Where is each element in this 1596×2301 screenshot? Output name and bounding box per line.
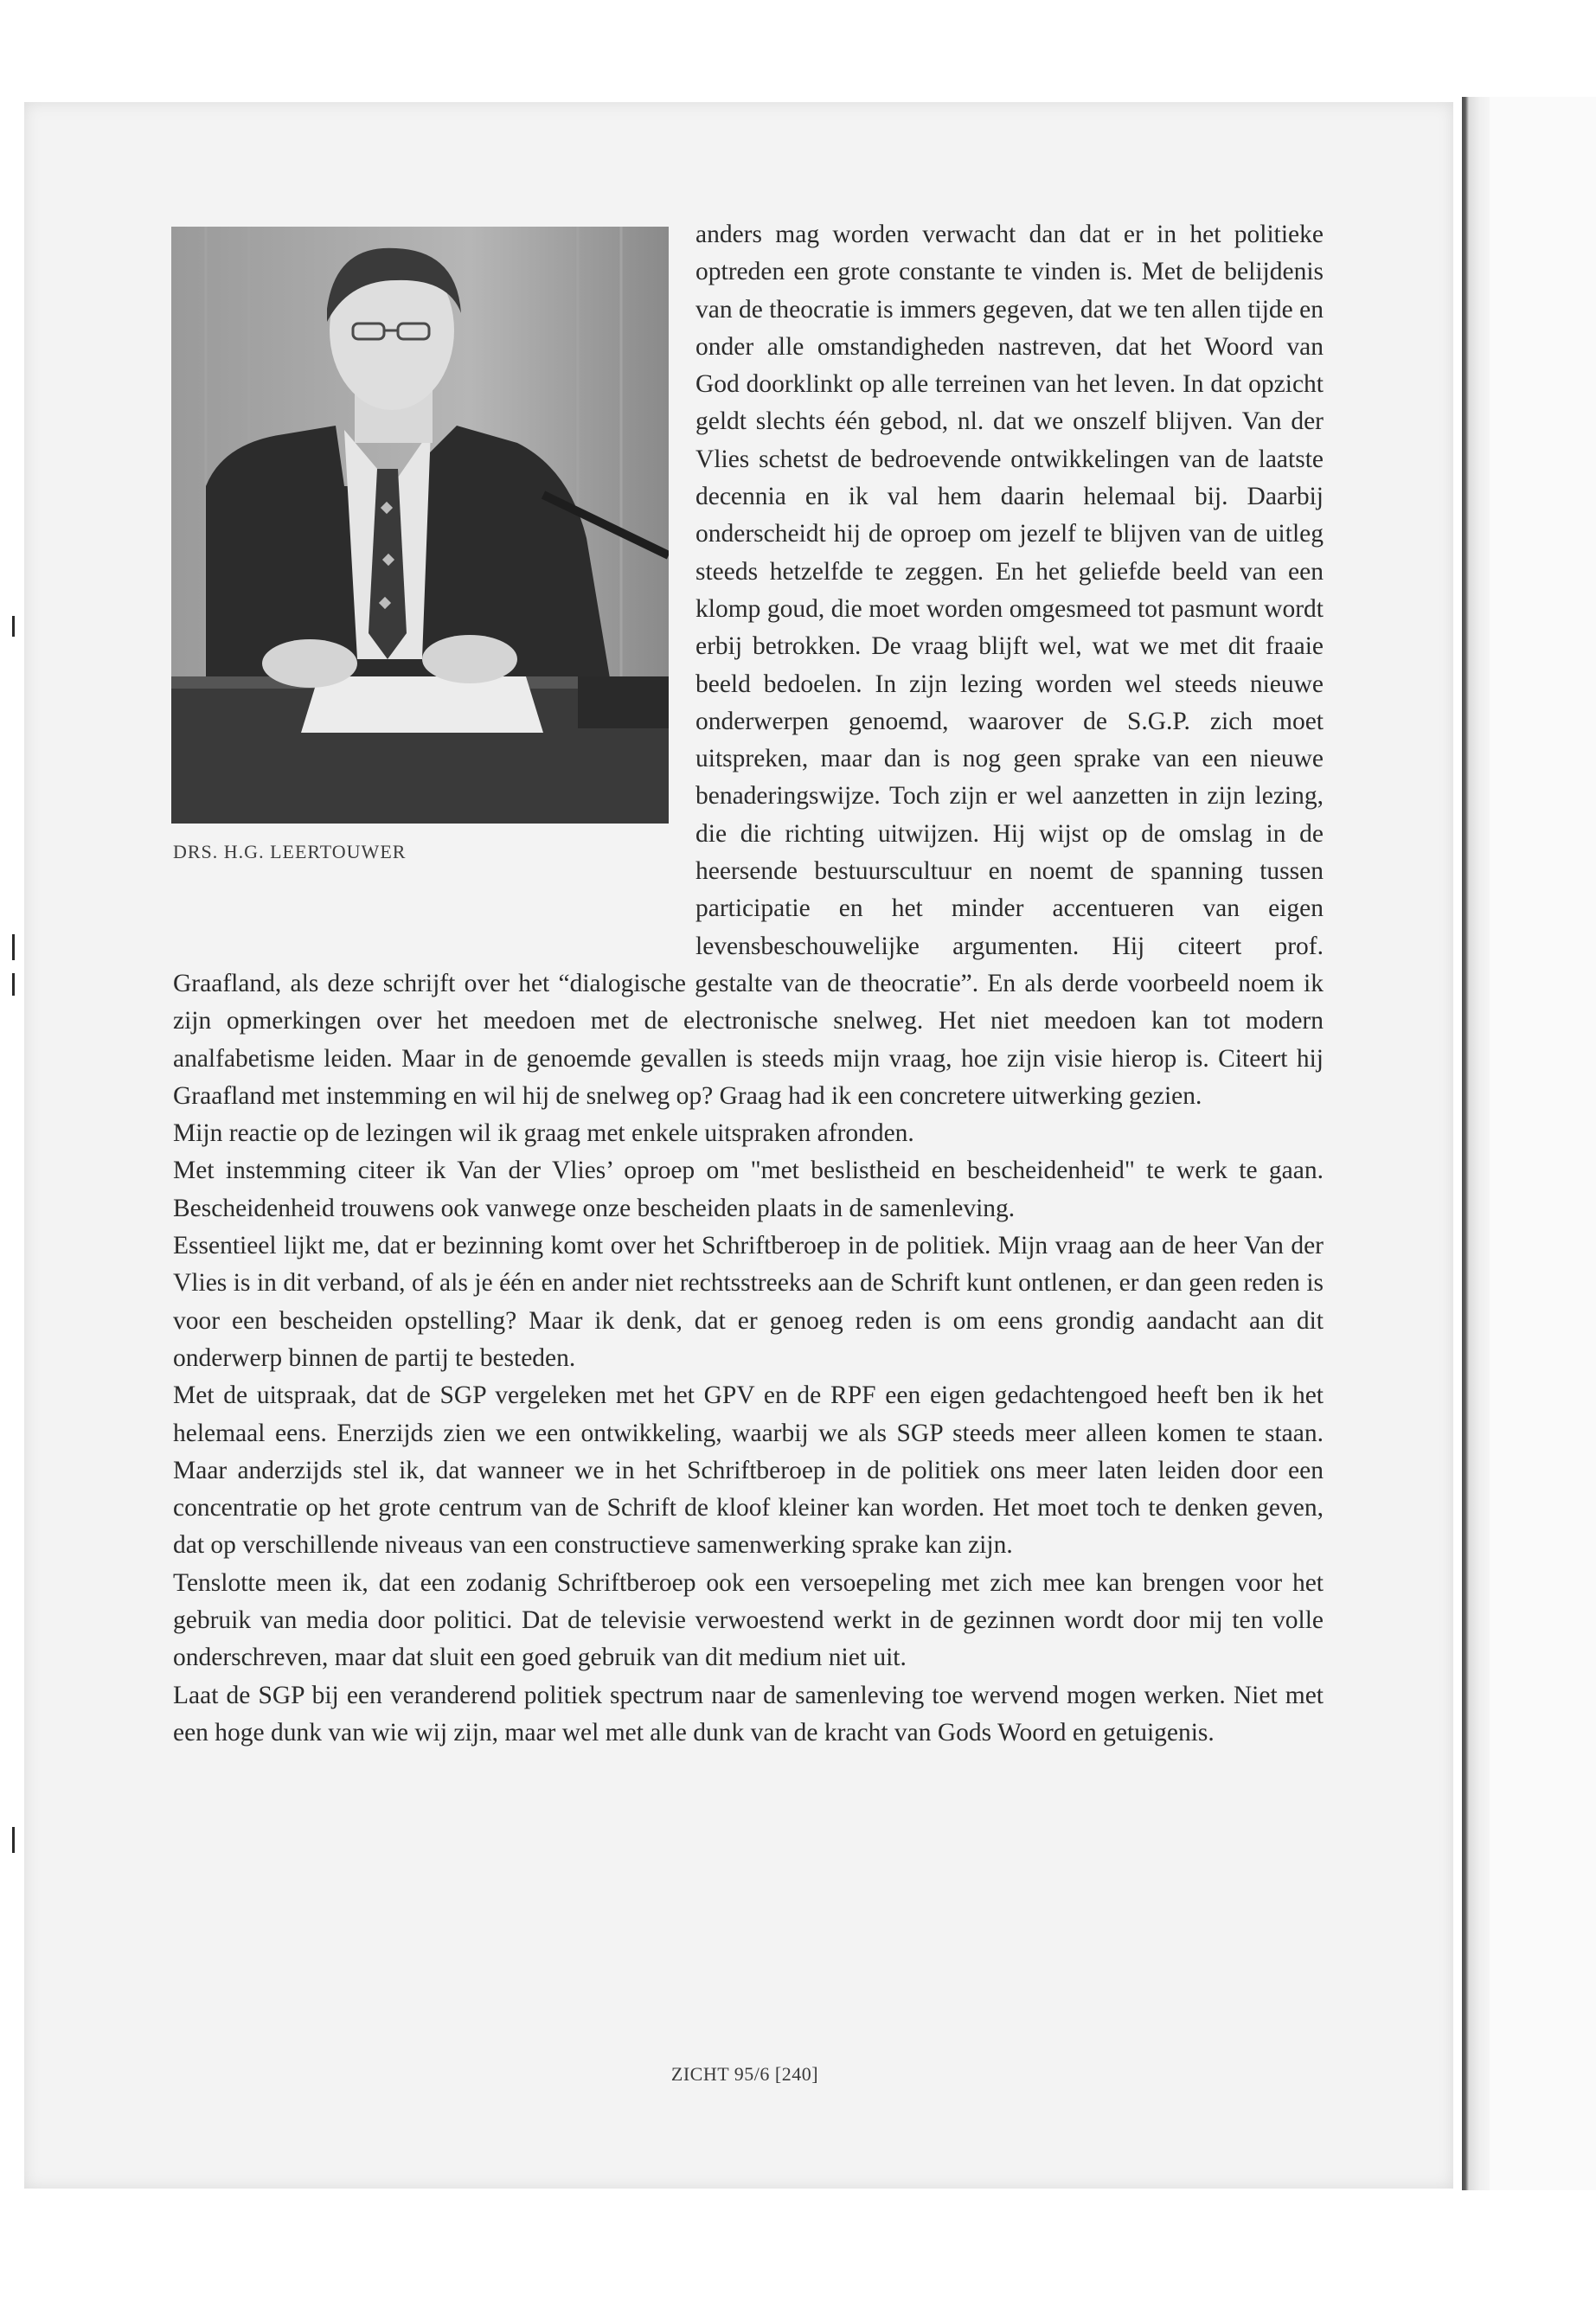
paragraph: Tenslotte meen ik, dat een zodanig Schriftberoep ook een versoepeling met zich mee kan brengen voor het gebruik van media door politici. Dat de televisie verwoestend werkt in de gezinnen wordt door mij ten volle onderschreven, maar dat sluit een goed gebruik van dit medium niet uit. bbox=[173, 1568, 1324, 1672]
page-footer: ZICHT 95/6 [240] bbox=[670, 2063, 819, 2085]
paragraph: Laat de SGP bij een veranderend politiek spectrum naar de samenleving toe wervend mogen werken. Niet met een hoge dunk van wie wij zijn, maar wel met alle dunk van de kracht van Gods Woord en getuigenis. bbox=[173, 1681, 1324, 1747]
book-spine bbox=[1462, 97, 1490, 2190]
margin-mark bbox=[12, 616, 15, 637]
paragraph: anders mag worden verwacht dan dat er in het politieke optreden een grote constante te vinden is. Met de belijdenis van de theocratie is immers gegeven, dat we ten allen tijde en onder alle omstandigheden nastreven, dat het Woord van God doorklinkt op alle terreinen van het leven. In dat opzicht geldt slechts één gebod, nl. dat we onszelf blijven. Van der Vlies schetst de bedroevende ontwikkelingen van de laatste decennia en ik val hem daarin helemaal bij. Daarbij onderscheidt hij de oproep om jezelf te blijven van de uitleg steeds hetzelfde te zeggen. En het geliefde beeld van een klomp goud, die moet worden omgesmeed tot pasmunt wordt erbij betrokken. De vraag blijft wel, wat we met dit fraaie beeld bedoelen. In zijn lezing worden wel steeds nieuwe onderwerpen genoemd, waarover de S.G.P. zich moet uitspreken, maar dan is nog geen sprake van een nieuwe benaderingswijze. Toch zijn er wel aanzetten in zijn lezing, die die richting uitwijzen. Hij wijst op de omslag in de heersende bestuurscultuur en noemt de spanning tussen participatie en het minder accentueren van eigen levensbeschouwelijke argumenten. Hij citeert prof. Graafland, als deze schrijft over het “dialogische gestalte van de theocratie”. En als derde voorbeeld noem ik zijn opmerkingen over het meedoen met de electronische snelweg. Het niet meedoen kan tot modern analfabetisme leiden. Maar in de genoemde gevallen is steeds mijn vraag, hoe zijn visie hierop is. Citeert hij Graafland met instemming en wil hij de snelweg op? Graag had ik een concretere uitwerking gezien. bbox=[173, 221, 1324, 1110]
article-body bbox=[173, 216, 1324, 1752]
page-edge bbox=[1490, 97, 1596, 2190]
photo-spacer bbox=[173, 216, 695, 958]
photo-caption: DRS. H.G. LEERTOUWER bbox=[173, 841, 407, 862]
margin-mark bbox=[12, 973, 15, 996]
paragraph: Mijn reactie op de lezingen wil ik graag met enkele uitspraken afronden. bbox=[173, 1119, 914, 1148]
margin-mark bbox=[12, 1827, 15, 1853]
paragraph: Essentieel lijkt me, dat er bezinning komt over het Schriftberoep in de politiek. Mijn vraag aan de heer Van der Vlies is in dit verband, of als je één en ander niet rechtsstreeks aan de Schrift kunt ontlenen, er dan geen reden is voor een bescheiden opstelling? Maar ik denk, dat er genoeg reden is om eens grondig aandacht aan dit onderwerp binnen de partij te besteden. bbox=[173, 1232, 1324, 1372]
paragraph: Met de uitspraak, dat de SGP vergeleken met het GPV en de RPF een eigen gedachtengoed heeft ben ik het helemaal eens. Enerzijds zien we een ontwikkeling, waarbij we als SGP steeds meer alleen komen te staan. Maar anderzijds stel ik, dat wanneer we in het Schriftberoep in de politiek ons meer laten leiden door een concentratie op het grote centrum van de Schrift de kloof kleiner kan worden. Het moet toch te denken geven, dat op verschillende niveaus van een constructieve samenwerking sprake kan zijn. bbox=[173, 1381, 1324, 1560]
paragraph: Met instemming citeer ik Van der Vlies’ oproep om "met beslistheid en bescheidenheid" te werk te gaan. Bescheidenheid trouwens ook vanwege onze bescheiden plaats in de samenleving. bbox=[173, 1157, 1324, 1222]
margin-mark bbox=[12, 934, 15, 960]
